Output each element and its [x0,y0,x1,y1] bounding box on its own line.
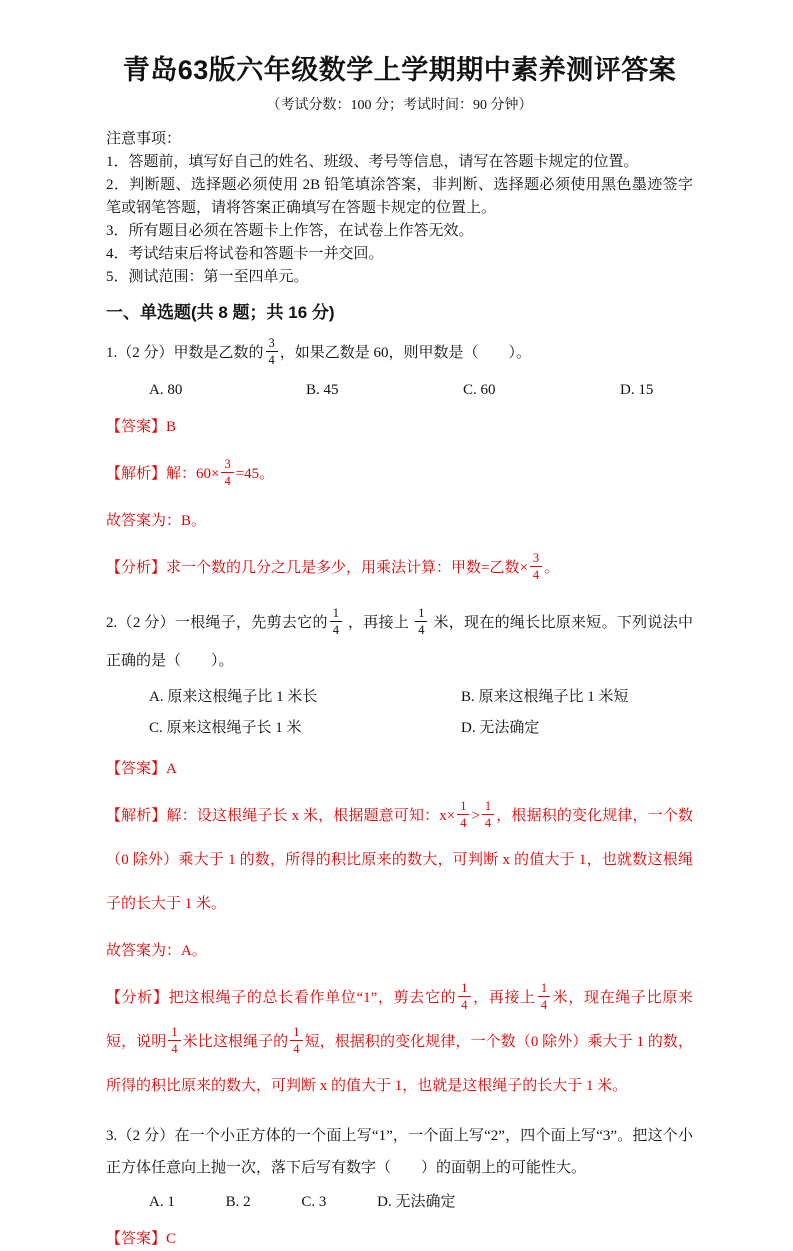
notice-heading: 注意事项： [106,131,182,147]
q3-option-a: A. 1 [149,1194,175,1210]
q1-option-a: A. 80 [149,382,183,398]
q2-option-a: A. 原来这根绳子比 1 米长 [149,689,318,705]
q2-options [106,682,693,744]
notice-item: 3．所有题目必须在答题卡上作答，在试卷上作答无效。 [106,223,474,239]
q2-answer: 【答案】A [106,761,177,777]
fraction: $\frac{1}{4}$ [168,1026,180,1055]
notice-item: 5．测试范围：第一至四单元。 [106,269,309,285]
notice-section [106,128,693,289]
q2-conclusion: 故答案为：A。 [106,943,207,959]
q1-option-c: C. 60 [463,382,496,398]
fraction: $\frac{1}{4}$ [330,607,342,636]
q2-option-c: C. 原来这根绳子长 1 米 [149,720,302,736]
fraction: $\frac{1}{4}$ [415,607,427,636]
fraction: $\frac{3}{4}$ [530,552,542,581]
q1-analysis: 【分析】求一个数的几分之几是多少，用乘法计算：甲数=乙数× $\frac{3}{4}$ 。 [106,551,560,582]
q1-option-b: B. 45 [306,382,339,398]
notice-item: 2．判断题、选择题必须使用 2B 铅笔填涂答案，非判断、选择题必须使用黑色墨迹签字笔或钢笔答题，请将答案正确填写在答题卡规定的位置上。 [106,177,693,216]
q3-option-c: C. 3 [301,1194,327,1210]
exam-title: 青岛63版六年级数学上学期期中素养测评答案 [122,55,677,85]
fraction: $\frac{3}{4}$ [266,337,278,366]
exam-subtitle: （考试分数：100 分；考试时间：90 分钟） [266,98,533,113]
q3-option-d: D. 无法确定 [377,1194,456,1210]
fraction: $\frac{1}{4}$ [482,800,494,829]
section-heading-single-choice: 一、单选题(共 8 题；共 16 分) [106,303,335,322]
q2-option-b: B. 原来这根绳子比 1 米短 [461,689,629,705]
q3-options [106,1190,693,1214]
q1-conclusion: 故答案为：B。 [106,513,207,529]
q1-answer: 【答案】B [106,419,177,435]
q2-option-d: D. 无法确定 [461,720,540,736]
notice-item: 1．答题前，填写好自己的姓名、班级、考号等信息，请写在答题卡规定的位置。 [106,154,639,170]
fraction: $\frac{3}{4}$ [221,458,233,487]
q3-option-b: B. 2 [225,1194,251,1210]
fraction: $\frac{1}{4}$ [458,982,470,1011]
q1-options [106,378,693,402]
notice-item: 4．考试结束后将试卷和答题卡一并交回。 [106,246,384,262]
q2-explanation: 【解析】解：设这根绳子长 x 米，根据题意可知：x× $\frac{1}{4}$ > $\frac{1}{4}$ ，根据积的变化规律，一个数（0 除外）乘大于 1 的数，所得的积比原来的数大，可判断 x 的值大于 1，也就数这根绳子的长大于 1 米。 [106,799,693,912]
q3-answer: 【答案】C [106,1231,177,1247]
q2-analysis: 【分析】把这根绳子的总长看作单位“1”，剪去它的 $\frac{1}{4}$ ，再接上 $\frac{1}{4}$ 米，现在绳子比原来短，说明 $\frac{1}{4}$ 米比这根绳子的 $\frac{1}{4}$ 短，根据积的变化规律，一个数（0 除外）乘大于 1 的数，所得的积比原来的数大，可判断 x 的值大于 1，也就是这根绳子的长大于 1 米。 [106,981,693,1094]
q1-stem: 1.（2 分）甲数是乙数的 $\frac{3}{4}$ ，如果乙数是 60，则甲数是（ ）。 [106,336,532,367]
q1-option-d: D. 15 [620,382,654,398]
fraction: $\frac{1}{4}$ [457,800,469,829]
fraction: $\frac{1}{4}$ [290,1026,302,1055]
q1-explanation: 【解析】解：60× $\frac{3}{4}$ =45。 [106,457,275,488]
q2-stem: 2.（2 分）一根绳子，先剪去它的 $\frac{1}{4}$ ，再接上 $\frac{1}{4}$ 米，现在的绳长比原来短。下列说法中正确的是（ ）。 [106,606,693,669]
q3-stem: 3.（2 分）在一个小正方体的一个面上写“1”，一个面上写“2”，四个面上写“3”。把这个小正方体任意向上抛一次，落下后写有数字（ ）的面朝上的可能性大。 [106,1128,693,1176]
fraction: $\frac{1}{4}$ [538,982,550,1011]
